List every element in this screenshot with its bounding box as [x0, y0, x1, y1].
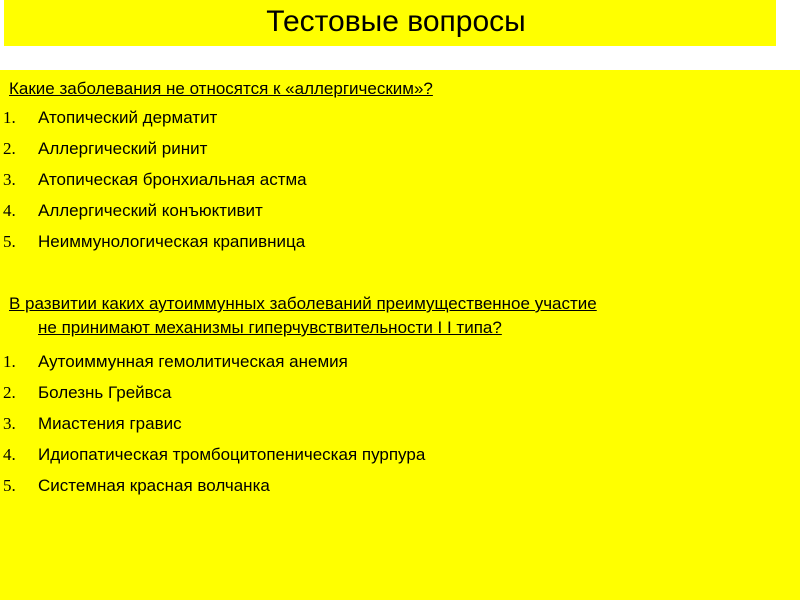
option-text: Системная красная волчанка — [38, 476, 270, 495]
option-text: Атопическая бронхиальная астма — [38, 170, 307, 189]
option-number: 2. — [3, 383, 16, 402]
option-text: Идиопатическая тромбоцитопеническая пурпура — [38, 445, 426, 464]
option-number: 1. — [3, 108, 16, 127]
option-text: Аутоиммунная гемолитическая анемия — [38, 352, 348, 371]
option-number: 4. — [3, 201, 16, 220]
question-2 — [9, 292, 597, 340]
option-text: Болезнь Грейвса — [38, 383, 172, 402]
option-number: 5. — [3, 232, 16, 251]
content-area — [0, 70, 800, 600]
option-text: Миастения гравис — [38, 414, 182, 433]
title-bar — [4, 0, 776, 46]
option-number: 5. — [3, 476, 16, 495]
option-text: Неиммунологическая крапивница — [38, 232, 306, 251]
question-1: Какие заболевания не относятся к «аллергическим»? — [9, 79, 433, 98]
option-number: 3. — [3, 170, 16, 189]
option-number: 1. — [3, 352, 16, 371]
slide-title: Тестовые вопросы — [266, 5, 526, 38]
option-number: 3. — [3, 414, 16, 433]
option-text: Аллергический конъюктивит — [38, 201, 263, 220]
question-2-line-2: не принимают механизмы гиперчувствительности I I типа? — [38, 318, 502, 337]
option-number: 2. — [3, 139, 16, 158]
option-text: Атопический дерматит — [38, 108, 218, 127]
option-number: 4. — [3, 445, 16, 464]
option-text: Аллергический ринит — [38, 139, 208, 158]
question-2-line-1: В развитии каких аутоиммунных заболеваний преимущественное участие — [9, 294, 597, 313]
